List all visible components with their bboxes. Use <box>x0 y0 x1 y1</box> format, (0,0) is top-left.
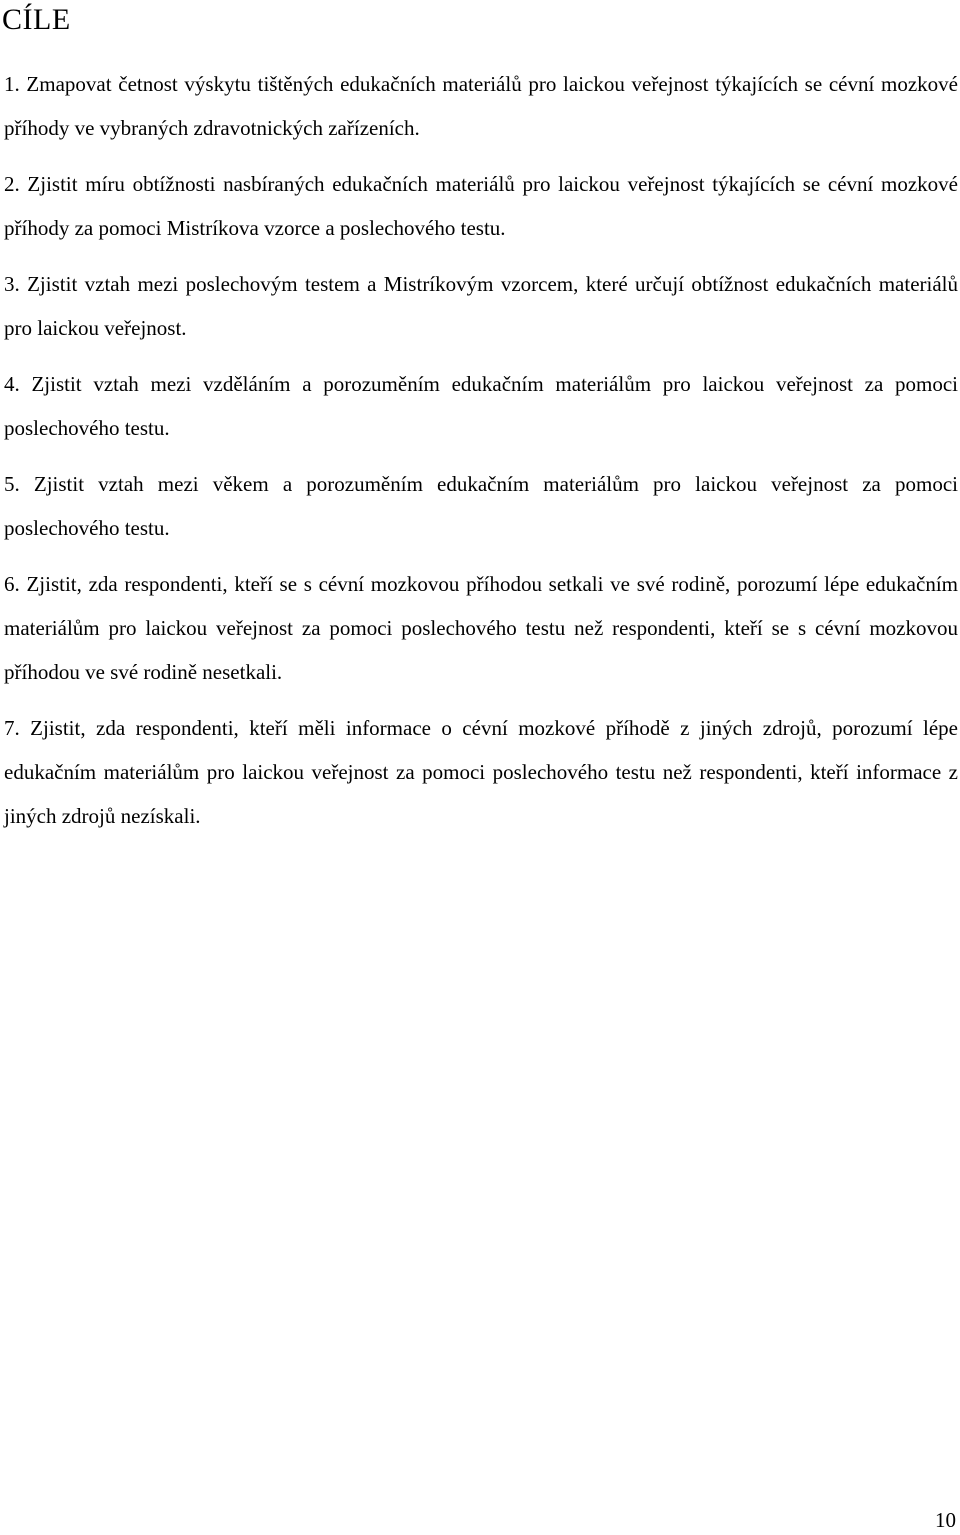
goals-list <box>4 62 958 838</box>
goal-item-1: 1. Zmapovat četnost výskytu tištěných edukačních materiálů pro laickou veřejnost týkajících se cévní mozkové příhody ve vybraných zdravotnických zařízeních. <box>4 72 958 140</box>
goal-item-6: 6. Zjistit, zda respondenti, kteří se s cévní mozkovou příhodou setkali ve své rodině, porozumí lépe edukačním materiálům pro laickou veřejnost za pomoci poslechového testu než respondenti, kteří se s cévní mozkovou příhodou ve své rodině nesetkali. <box>4 572 958 684</box>
goal-item-7: 7. Zjistit, zda respondenti, kteří měli informace o cévní mozkové příhodě z jiných zdrojů, porozumí lépe edukačním materiálům pro laickou veřejnost za pomoci poslechového testu než respondenti, kteří informace z jiných zdrojů nezískali. <box>4 716 958 828</box>
page-title: CÍLE <box>2 3 71 36</box>
page-number: 10 <box>935 1508 956 1532</box>
goal-item-3: 3. Zjistit vztah mezi poslechovým testem a Mistríkovým vzorcem, které určují obtížnost edukačních materiálů pro laickou veřejnost. <box>4 272 958 340</box>
goal-item-4: 4. Zjistit vztah mezi vzděláním a porozuměním edukačním materiálům pro laickou veřejnost za pomoci poslechového testu. <box>4 372 958 440</box>
goal-item-5: 5. Zjistit vztah mezi věkem a porozuměním edukačním materiálům pro laickou veřejnost za pomoci poslechového testu. <box>4 472 958 540</box>
goal-item-2: 2. Zjistit míru obtížnosti nasbíraných edukačních materiálů pro laickou veřejnost týkajících se cévní mozkové příhody za pomoci Mistríkova vzorce a poslechového testu. <box>4 172 958 240</box>
